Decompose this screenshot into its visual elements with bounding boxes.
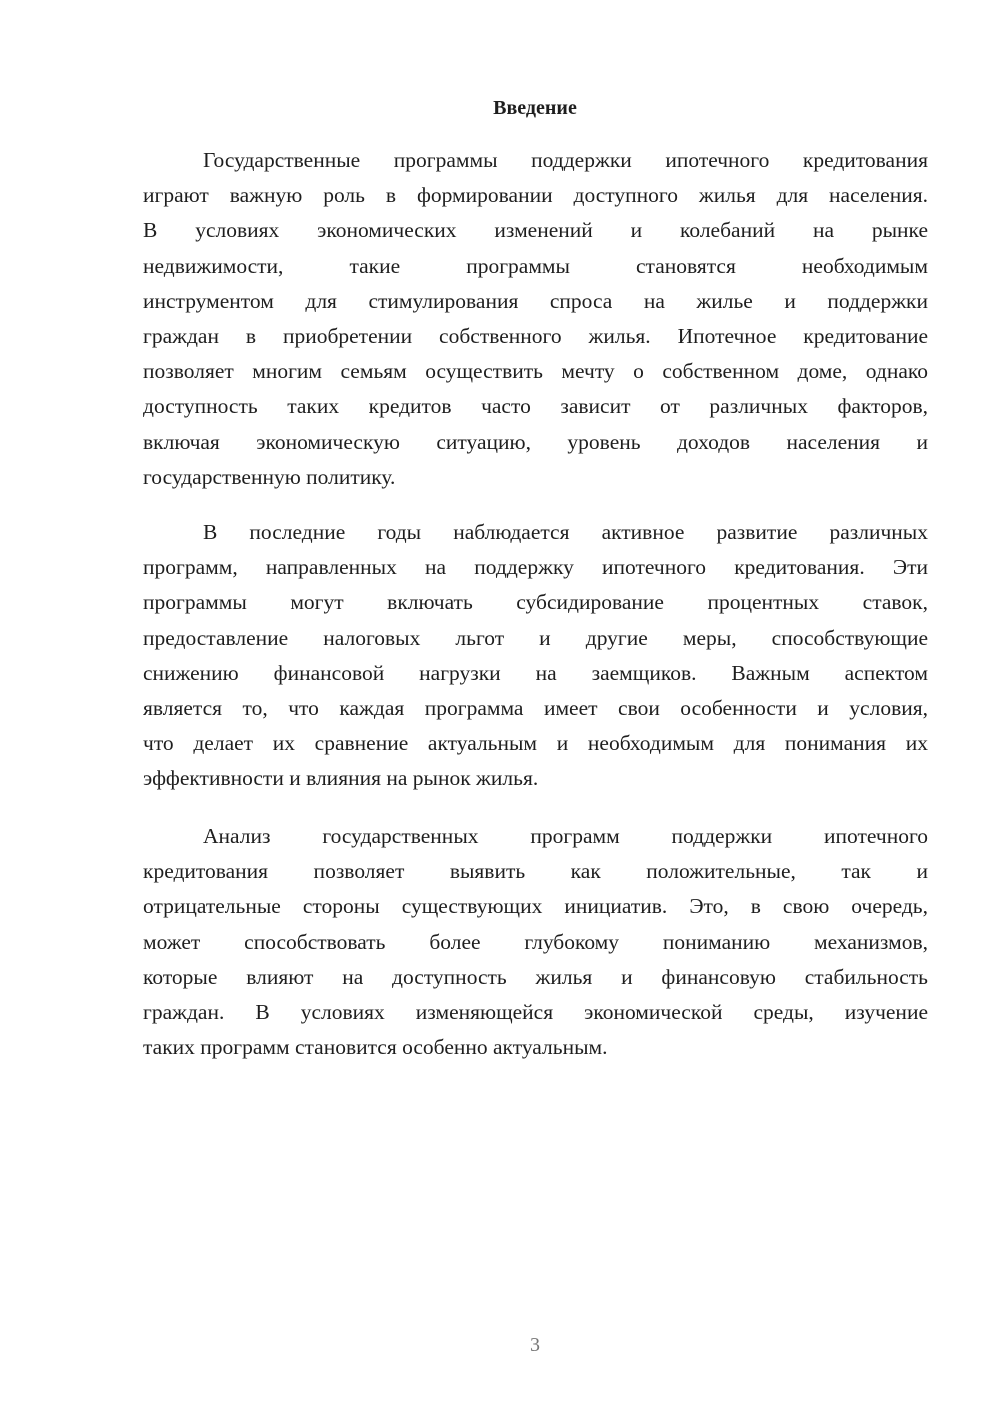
text-line: программы могут включать субсидирование процентных ставок, [143,590,928,615]
text-line: предоставление налоговых льгот и другие меры, способствующие [143,625,928,650]
text-line: В условиях экономических изменений и колебаний на рынке [143,218,928,243]
paragraph-3 [143,819,928,1065]
text-line: кредитования позволяет выявить как положительные, так и [143,859,928,884]
text-line: программ, направленных на поддержку ипотечного кредитования. Эти [143,555,928,580]
text-line: играют важную роль в формировании доступного жилья для населения. [143,183,928,208]
section-title: Введение [493,97,577,119]
text-line: граждан. В условиях изменяющейся экономической среды, изучение [143,999,928,1024]
text-line: таких программ становится особенно актуальным. [143,1035,608,1060]
text-line: государственную политику. [143,464,396,489]
text-line: что делает их сравнение актуальным и необходимым для понимания их [143,731,928,756]
text-line: Анализ государственных программ поддержки ипотечного [203,824,928,848]
text-line: инструментом для стимулирования спроса на жилье и поддержки [143,288,928,313]
paragraph-2 [143,515,928,797]
text-line: которые влияют на доступность жилья и финансовую стабильность [143,964,928,989]
text-line: позволяет многим семьям осуществить мечту о собственном доме, однако [143,359,928,384]
text-line: эффективности и влияния на рынок жилья. [143,766,539,791]
text-line: включая экономическую ситуацию, уровень доходов населения и [143,429,928,454]
text-line: отрицательные стороны существующих инициатив. Это, в свою очередь, [143,894,928,919]
text-line: граждан в приобретении собственного жилья. Ипотечное кредитование [143,323,928,348]
text-line: недвижимости, такие программы становятся необходимым [143,253,928,278]
page-number: 3 [530,1334,540,1356]
text-line: является то, что каждая программа имеет свои особенности и условия, [143,695,928,720]
paragraph-1 [143,143,928,495]
text-line: Государственные программы поддержки ипотечного кредитования [203,148,928,172]
text-line: может способствовать более глубокому пониманию механизмов, [143,929,928,954]
text-line: снижению финансовой нагрузки на заемщиков. Важным аспектом [143,660,928,685]
text-line: В последние годы наблюдается активное развитие различных [203,520,928,544]
text-line: доступность таких кредитов часто зависит от различных факторов, [143,394,928,419]
